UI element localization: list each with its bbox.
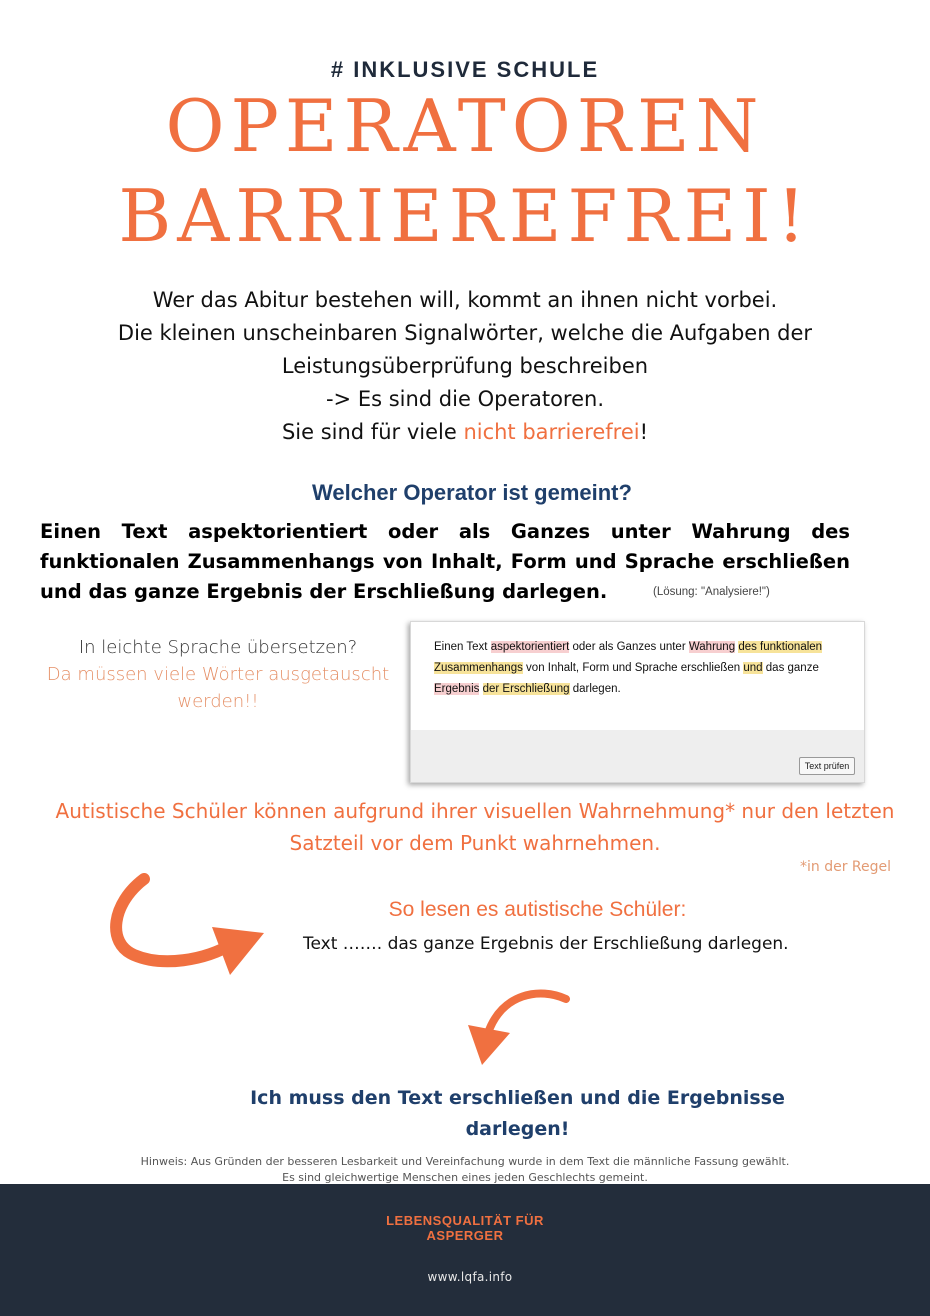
curved-arrow-right-icon (104, 873, 269, 991)
plain-text: darlegen. (569, 683, 621, 695)
check-text-button[interactable]: Text prüfen (799, 757, 855, 775)
intro-line (40, 416, 890, 449)
gender-hint (90, 1154, 840, 1186)
intro-line: Die kleinen unscheinbaren Signalwörter, welche die Aufgaben der (117, 321, 813, 345)
plain-text: oder als Ganzes unter (569, 641, 689, 653)
easy-language-question: In leichte Sprache übersetzen? (78, 637, 358, 658)
solution-note: (Lösung: "Analysiere!") (653, 586, 770, 598)
curved-arrow-down-icon (458, 985, 576, 1067)
footer-brand (0, 1213, 930, 1243)
hint-line: Es sind gleichwertige Menschen eines jeden Geschlechts gemeint. (282, 1171, 648, 1184)
text-checker-panel (410, 621, 865, 783)
intro-paragraph (40, 284, 890, 449)
accent-phrase: nicht barrierefrei (463, 420, 640, 444)
kicker-hashtag: # INKLUSIVE SCHULE (330, 57, 600, 82)
footer-bar (0, 1184, 930, 1316)
checked-text (434, 637, 844, 700)
footnote: *in der Regel (800, 859, 892, 875)
intro-text: Sie sind für viele (281, 420, 464, 444)
plain-text: von Inhalt, Form und Sprache erschließen (522, 662, 744, 674)
highlight-pink: aspektorientiert (490, 641, 570, 653)
highlight-yellow: der Erschließung (482, 683, 570, 695)
intro-line: -> Es sind die Operatoren. (325, 387, 605, 411)
footer-url-link[interactable]: www.lqfa.info (427, 1270, 513, 1284)
intro-text: ! (639, 420, 649, 444)
autism-statement: Autistische Schüler können aufgrund ihrer visuellen Wahrnehmung* nur den letzten Satzteil vor dem Punkt wahrnehmen. (55, 799, 895, 855)
hint-line: Hinweis: Aus Gründen der besseren Lesbarkeit und Vereinfachung wurde in dem Text die männliche Fassung gewählt. (140, 1155, 790, 1168)
easy-language-note (36, 634, 400, 715)
plain-text: das ganze (762, 662, 819, 674)
panel-footer (411, 730, 864, 782)
plain-text: Einen Text (434, 641, 491, 653)
brand-line: LEBENSQUALITÄT FÜR (386, 1213, 544, 1228)
intro-line: Leistungsüberprüfung beschreiben (281, 354, 649, 378)
highlight-yellow: und (743, 662, 763, 674)
highlight-yellow: des funktionalen Zusammenhangs (434, 641, 823, 674)
operator-definition: Einen Text aspektorientiert oder als Ganzes unter Wahrung des funktionalen Zusammenhangs von Inhalt, Form und Sprache erschließen und das ganze Ergebnis der Erschließung darlegen. (40, 520, 850, 603)
easy-language-warning: Da müssen viele Wörter ausgetauscht werden!! (46, 664, 390, 712)
question-heading: Welcher Operator ist gemeint? (312, 480, 632, 505)
brand-line: ASPERGER (426, 1228, 504, 1243)
page-title-line2: BARRIEREFREI! (118, 174, 812, 258)
intro-line: Wer das Abitur bestehen will, kommt an ihnen nicht vorbei. (152, 288, 778, 312)
reading-example: Text ……. das ganze Ergebnis der Erschließung darlegen. (303, 934, 789, 954)
highlight-pink: Wahrung (688, 641, 736, 653)
reading-heading: So lesen es autistische Schüler: (388, 898, 687, 921)
conclusion-statement: Ich muss den Text erschließen und die Ergebnisse darlegen! (250, 1087, 785, 1140)
page-title-line1: OPERATOREN (165, 84, 765, 168)
highlight-pink: Ergebnis (434, 683, 480, 695)
